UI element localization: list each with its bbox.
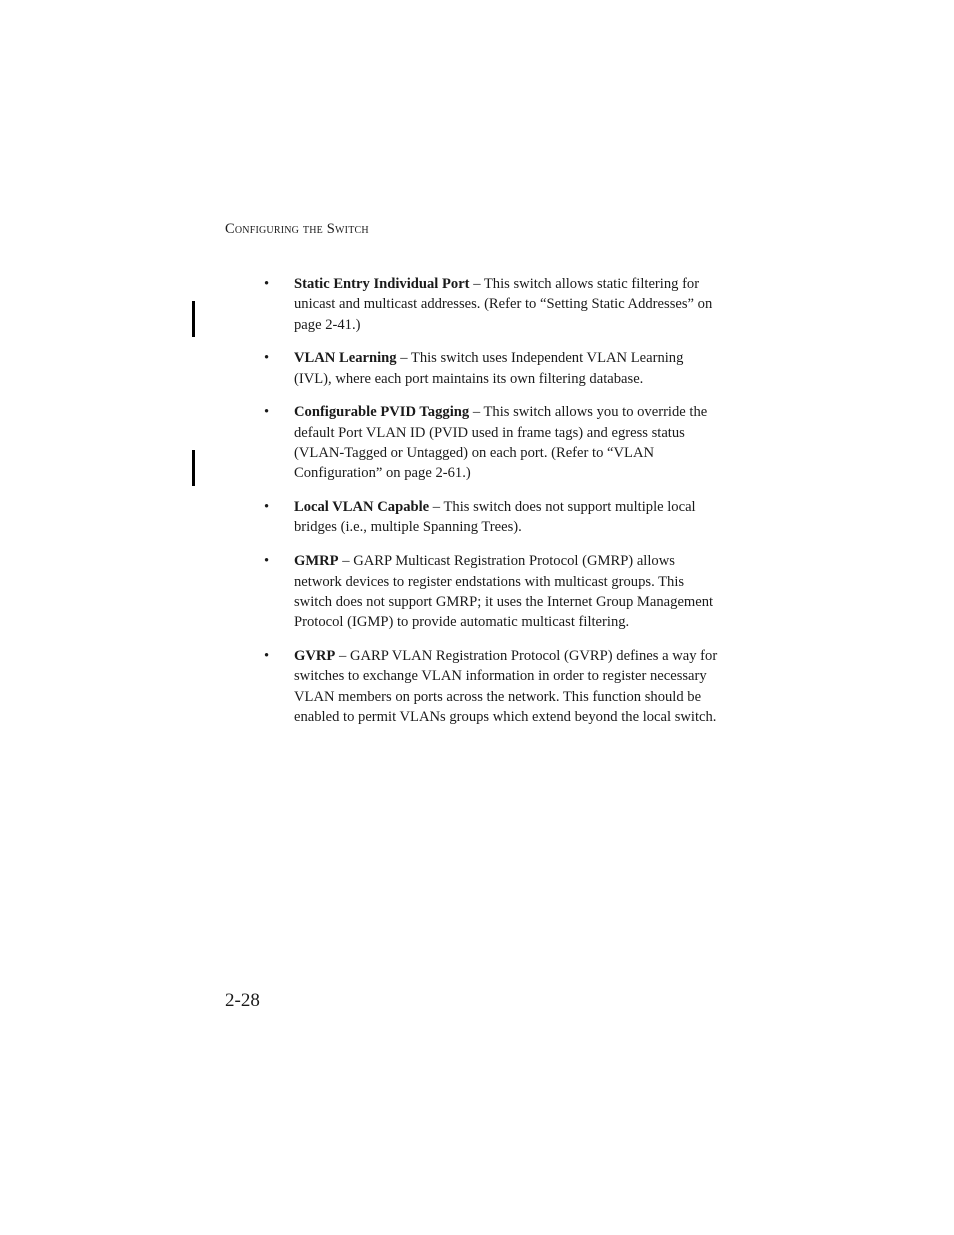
list-item [264, 646, 724, 727]
page-number: 2-28 [225, 990, 260, 1011]
item-text: – This switch allows you to override the default Port VLAN ID (PVID used in frame tags) and egress status (VLAN-Tagged or Untagged) on each port. (Refer to “VLAN Configuration” on page 2-61.) [294, 404, 708, 482]
item-term: Configurable PVID Tagging [294, 404, 470, 421]
item-text: – GARP Multicast Registration Protocol (GMRP) allows network devices to register endstations with multicast groups. This switch does not support GMRP; it uses the Internet Group Management Protocol (IGMP) to provide automatic multicast filtering. [294, 553, 714, 631]
item-text: – This switch allows static filtering for unicast and multicast addresses. (Refer to “Setting Static Addresses” on page 2-41.) [294, 276, 713, 333]
list-item [264, 551, 724, 632]
bullet-icon: • [264, 647, 270, 664]
item-term: Static Entry Individual Port [294, 276, 470, 292]
bullet-icon: • [264, 350, 270, 367]
list-item [264, 402, 724, 483]
list-item [264, 274, 724, 335]
item-term: VLAN Learning [294, 350, 397, 367]
running-head: Configuring the Switch [225, 221, 369, 237]
feature-list [264, 274, 724, 741]
bullet-icon: • [264, 499, 270, 516]
bullet-icon: • [264, 553, 270, 570]
item-text: – This switch does not support multiple local bridges (i.e., multiple Spanning Trees). [294, 499, 696, 536]
item-text: – This switch uses Independent VLAN Learning (IVL), where each port maintains its own filtering database. [294, 350, 684, 387]
item-text: – GARP VLAN Registration Protocol (GVRP) defines a way for switches to exchange VLAN information in order to register necessary VLAN members on ports across the network. This function should be enabled to permit VLANs groups which extend beyond the local switch. [294, 647, 718, 725]
change-bar [192, 450, 195, 486]
bullet-icon: • [264, 276, 270, 292]
item-term: Local VLAN Capable [294, 499, 430, 516]
bullet-icon: • [264, 404, 270, 421]
list-item [264, 348, 724, 389]
change-bar [192, 301, 195, 337]
item-term: GMRP [294, 553, 339, 570]
item-term: GVRP [294, 647, 336, 664]
list-item [264, 497, 724, 538]
